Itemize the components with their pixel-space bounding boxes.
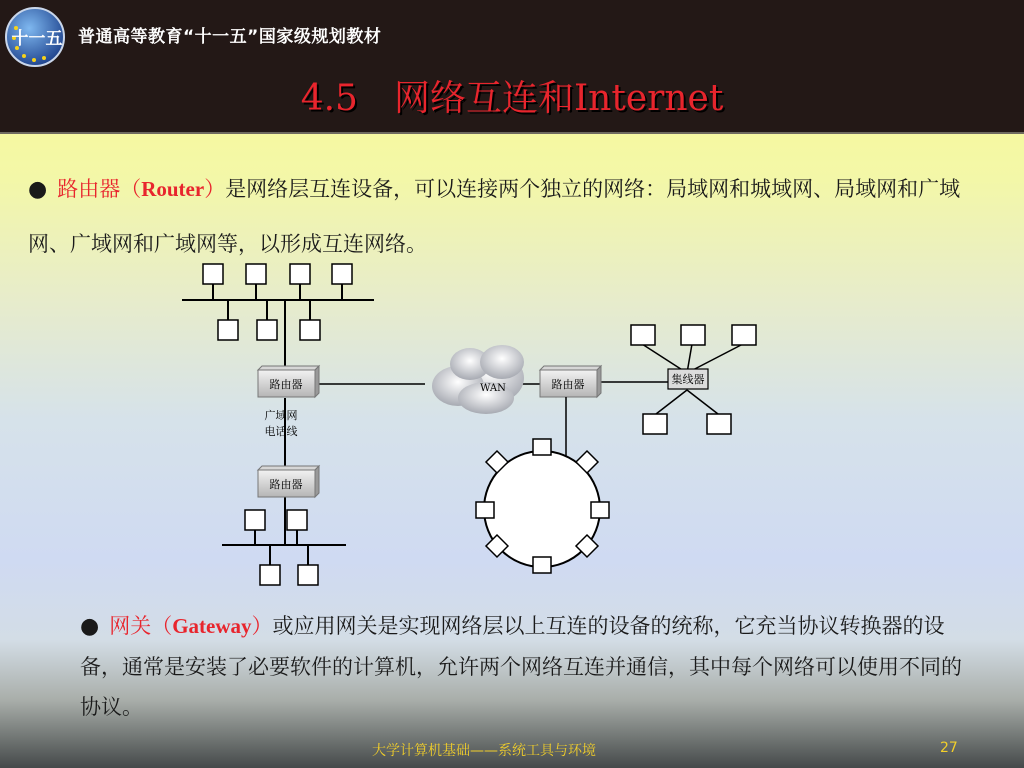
- phone-line-label: 电话线: [264, 425, 298, 438]
- hub: [668, 369, 708, 389]
- hub-label: 集线器: [671, 373, 705, 386]
- router-label: 路由器: [551, 378, 585, 391]
- computer-node: [246, 264, 266, 284]
- computer-node: [643, 414, 667, 434]
- computer-node: [332, 264, 352, 284]
- slide-title: 4.5 网络互连和Internet: [300, 78, 724, 119]
- ring-network: [476, 439, 609, 573]
- computer-node: [591, 502, 609, 518]
- gateway-term: 网关（: [109, 614, 173, 638]
- computer-node: [681, 325, 705, 345]
- router-description: 是网络层互连设备，可以连接两个独立的网络：局域网和城域网、局域网和广域网、广域网和广域网等，以形成互连网络。: [28, 177, 961, 256]
- router-1: [258, 366, 319, 397]
- wan-line-label: 广域网: [264, 409, 298, 422]
- computer-node: [631, 325, 655, 345]
- computer-node: [298, 565, 318, 585]
- bullet-icon: ●: [80, 614, 100, 639]
- router-label: 路由器: [269, 378, 303, 391]
- gateway-term-close: ）: [251, 614, 273, 638]
- router-term-close: ）: [204, 177, 226, 201]
- computer-node: [287, 510, 307, 530]
- series-title: 普通高等教育“十一五”国家级规划教材: [78, 27, 382, 47]
- router-2: [258, 466, 319, 497]
- wan-cloud-icon: [432, 345, 524, 414]
- gateway-paragraph: [80, 606, 980, 727]
- computer-node: [732, 325, 756, 345]
- computer-node: [300, 320, 320, 340]
- bullet-icon: ●: [28, 177, 48, 202]
- computer-node: [260, 565, 280, 585]
- gateway-term-en: Gateway: [172, 614, 252, 638]
- computer-node: [476, 502, 494, 518]
- computer-node: [203, 264, 223, 284]
- computer-node: [290, 264, 310, 284]
- computer-node: [218, 320, 238, 340]
- computer-node: [245, 510, 265, 530]
- computer-node: [707, 414, 731, 434]
- page-number: 27: [940, 740, 958, 756]
- logo-text: 十一五: [11, 29, 63, 49]
- gateway-description: 或应用网关是实现网络层以上互连的设备的统称，它充当协议转换器的设备，通常是安装了必要软件的计算机，允许两个网络互连并通信，其中每个网络可以使用不同的协议。: [80, 614, 962, 719]
- router-term-en: Router: [141, 177, 205, 201]
- computer-node: [533, 439, 551, 455]
- wan-label: WAN: [480, 383, 506, 394]
- router-label: 路由器: [269, 478, 303, 491]
- computer-node: [257, 320, 277, 340]
- router-term: 路由器（: [57, 177, 142, 201]
- footer-course-title: 大学计算机基础——系统工具与环境: [372, 743, 596, 759]
- router-3: [540, 366, 601, 397]
- computer-node: [533, 557, 551, 573]
